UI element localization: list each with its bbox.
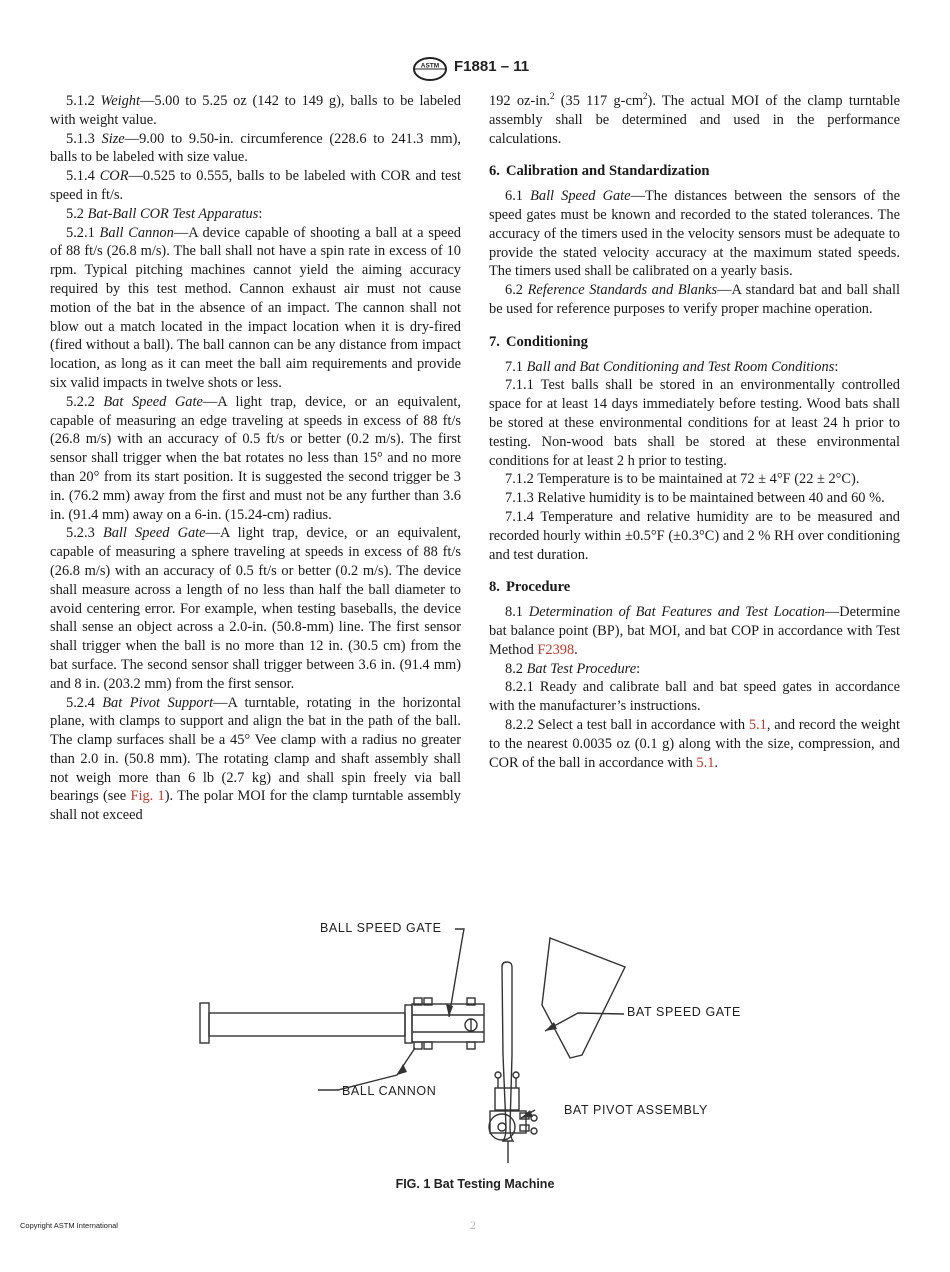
copyright-notice: Copyright ASTM International — [20, 1221, 118, 1230]
para-5-2-2: 5.2.2 Bat Speed Gate—A light trap, device, or an equivalent, capable of measuring an edge traveling at speeds in excess of 88 ft/s (26.8 m/s) with an accuracy of 0.5 ft/s or better (0.2 m/s). The first sensor shall trigger when the bat rotates no less than 15° and no more than 20° from its start position. It is suggested the second trigger be 3 in. (76.2 mm) away from the first and must not be any further than 3.6 in. (91.4 mm) away on a 6-in. (15.24-cm) radius. — [50, 393, 461, 523]
para-7-1-3: 7.1.3 Relative humidity is to be maintained between 40 and 60 %. — [505, 490, 885, 507]
document-id: F1881 – 11 — [454, 58, 530, 75]
para-8-2: 8.2 Bat Test Procedure: — [505, 660, 641, 677]
section-5-1-link[interactable]: 5.1 — [748, 716, 767, 733]
bat-testing-machine-figure — [190, 905, 770, 1180]
astm-logo-icon — [410, 56, 450, 82]
bat-speed-gate-leader — [545, 1013, 624, 1031]
figure-caption: FIG. 1 Bat Testing Machine — [395, 1177, 555, 1191]
para-5-1-2: 5.1.2 Weight—5.00 to 5.25 oz (142 to 149 g), balls to be labeled with weight value. — [50, 93, 461, 128]
label-bat-pivot-assembly: BAT PIVOT ASSEMBLY — [564, 1103, 708, 1117]
para-7-1-2: 7.1.2 Temperature is to be maintained at 72 ± 4°F (22 ± 2°C). — [505, 471, 860, 488]
section-5-1-link[interactable]: 5.1 — [696, 754, 715, 771]
bat-speed-gate-drawing — [542, 938, 625, 1058]
para-8-2-1: 8.2.1 Ready and calibrate ball and bat speed gates in accordance with the manufacturer’s instructions. — [489, 679, 900, 715]
f2398-link[interactable]: F2398 — [537, 641, 575, 658]
para-7-1-1: 7.1.1 Test balls shall be stored in an environmentally controlled space for at least 14 days immediately before testing. Wood bats shall be stored at these environmental conditions for at least 24 h prior to testing. Non-wood bats shall be stored at these environmental conditions for at least 2 h prior to testing. — [489, 377, 900, 469]
para-5-2-3: 5.2.3 Ball Speed Gate—A light trap, device, or an equivalent, capable of measuring a sphere traveling at speeds in excess of 88 ft/s (26.8 m/s) with an accuracy of 0.5 ft/s or better (0.2 m/s). The device shall measure across a length of no less than half the ball diameter to avoid centering error. For example, when testing baseballs, the device shall sense an object across a 2.0-in. (50.8-mm) line. The first sensor shall trigger when the ball is no more than 12 in. (30.5 cm) from the bat surface. The second sensor shall trigger between 3.6 in. (91.4 mm) and 8 in. (203.2 mm) from the first sensor. — [50, 525, 462, 692]
para-7-1-4: 7.1.4 Temperature and relative humidity are to be measured and recorded hourly within ±0.5°F (±0.3°C) and 2 % RH over conditioning and test duration. — [489, 508, 900, 563]
bat-pivot-assembly-drawing — [489, 1072, 537, 1163]
label-ball-speed-gate: BALL SPEED GATE — [320, 921, 442, 935]
para-5-1-3: 5.1.3 Size—9.00 to 9.50-in. circumference (228.6 to 241.3 mm), balls to be labeled with size value. — [50, 130, 461, 166]
label-bat-speed-gate: BAT SPEED GATE — [627, 1005, 741, 1019]
section-7-heading: 7. Conditioning — [489, 333, 588, 350]
para-5-2-4: 5.2.4 Bat Pivot Support—A turntable, rotating in the horizontal plane, with clamps to support and align the bat in the path of the ball. The clamp surfaces shall be a 45° Vee clamp with a radius no greater than 2.0 in. (50.8 mm). The rotating clamp and shaft assembly shall not weigh more than 6 lb (2.7 kg) and shall spin freely via ball bearings (see Fig. 1). The polar MOI for the clamp turntable assembly shall not exceed — [50, 694, 461, 824]
right-column — [489, 92, 900, 772]
section-6-heading: 6. Calibration and Standardization — [489, 163, 710, 180]
para-moi-continued: 192 oz-in.$^2$ (35 117 $g-cm^2$). The actual MOI of the clamp turntable assembly shall be determined and used in the performance calculations. — [489, 91, 900, 147]
para-5-2-1: 5.2.1 Ball Cannon—A device capable of shooting a ball at a speed of 88 ft/s (26.8 m/s). The ball shall not have a spin rate in excess of 10 rpm. Typical pitching machines cannot yield the aiming accuracy required by this test method. Cannon exhaust air must not cause motion of the bat in the absence of an impact. The cannon shall not blow out a match located in the impact location when it is dry-fired (fired without a ball). The ball cannon can be any distance from impact location, as long as it can meet the ball aim requirements and provide six valid impacts in twelve shots or less. — [50, 224, 462, 391]
para-5-2: 5.2 Bat-Ball COR Test Apparatus: — [66, 205, 263, 222]
arrow-head-icon — [397, 1064, 407, 1075]
para-8-2-2: 8.2.2 Select a test ball in accordance with 5.1, and record the weight to the nearest 0.0035 oz (0.1 g) along with the size, compression, and COR of the ball in accordance with 5.1. — [489, 716, 900, 771]
para-8-1: 8.1 Determination of Bat Features and Test Location—Determine bat balance point (BP), bat MOI, and bat COP in accordance with Test Method F2398. — [489, 604, 900, 658]
label-ball-cannon: BALL CANNON — [342, 1084, 437, 1098]
ball-cannon-drawing — [200, 1003, 412, 1043]
logo-text: ASTM — [420, 62, 440, 70]
para-7-1: 7.1 Ball and Bat Conditioning and Test Room Conditions: — [505, 358, 839, 375]
para-6-2: 6.2 Reference Standards and Blanks—A standard bat and ball shall be used for reference purposes to verify proper machine operation. — [489, 282, 900, 317]
left-column — [50, 92, 461, 825]
page-number: 2 — [470, 1218, 476, 1232]
fig-1-link[interactable]: Fig. 1 — [130, 788, 165, 805]
para-6-1: 6.1 Ball Speed Gate—The distances between the sensors of the speed gates must be known and recorded to the stated tolerances. The accuracy of the timers used in the velocity sensors must be adequate to provide the stated velocity accuracy at the maximum stated speeds. The timers used shall be calibrated on a yearly basis. — [489, 188, 900, 280]
section-8-heading: 8. Procedure — [489, 579, 571, 596]
page-header — [0, 56, 950, 84]
para-5-1-4: 5.1.4 COR—0.525 to 0.555, balls to be labeled with COR and test speed in ft/s. — [50, 168, 461, 203]
